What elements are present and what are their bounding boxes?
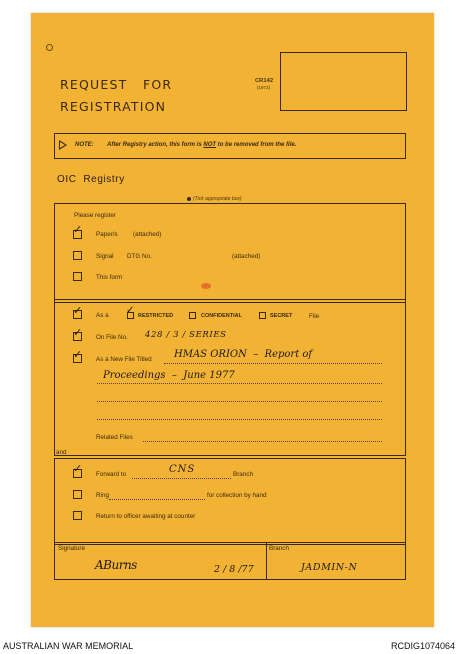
date-handwritten: 2 / 8 /77 bbox=[214, 564, 254, 575]
related-files-line bbox=[143, 441, 382, 442]
papers-label: Paper/s bbox=[96, 231, 118, 238]
forward-branch-label: Branch bbox=[233, 471, 253, 478]
forward-line bbox=[132, 478, 231, 479]
signal-attached: (attached) bbox=[232, 253, 261, 260]
form-sheet bbox=[31, 13, 434, 627]
footer-source: AUSTRALIAN WAR MEMORIAL bbox=[3, 641, 134, 651]
tick-hint: (Tick appropriate box) bbox=[193, 196, 242, 202]
and-label: and bbox=[56, 449, 67, 456]
new-file-tick: ✓ bbox=[73, 348, 83, 361]
note-label: NOTE: bbox=[75, 142, 94, 148]
oic-heading: OIC Registry bbox=[57, 174, 125, 185]
for-collection-label: for collection by hand bbox=[207, 492, 267, 499]
secret-label: SECRET bbox=[270, 313, 293, 319]
please-register-label: Please register bbox=[74, 212, 116, 219]
ring-checkbox[interactable] bbox=[73, 490, 82, 499]
this-form-label: This form bbox=[96, 274, 123, 281]
secret-checkbox[interactable] bbox=[259, 312, 266, 319]
signal-label: Signal bbox=[96, 253, 114, 260]
papers-tick: ✓ bbox=[73, 223, 83, 236]
on-file-label: On File No. bbox=[96, 334, 128, 341]
on-file-tick: ✓ bbox=[73, 326, 83, 339]
signature-label: Signature bbox=[58, 545, 85, 552]
forward-tick: ✓ bbox=[73, 462, 83, 475]
new-file-label: As a New File Titled bbox=[96, 356, 152, 363]
note-text-after: to be removed from the file. bbox=[216, 142, 297, 148]
ring-label: Ring bbox=[96, 492, 109, 499]
tick-hint-dot bbox=[187, 197, 191, 201]
file-title-handwritten-1: HMAS ORION – Report of bbox=[174, 349, 313, 360]
return-label: Return to officer awaiting at counter bbox=[96, 513, 196, 520]
signature-handwritten: ABurns bbox=[95, 558, 137, 572]
restricted-tick: ✓ bbox=[126, 305, 135, 316]
this-form-checkbox[interactable] bbox=[73, 272, 82, 281]
note-text-not: NOT bbox=[203, 142, 217, 148]
related-files-label: Related Files bbox=[96, 434, 133, 441]
forward-label: Forward to bbox=[96, 471, 127, 478]
form-title-line1: REQUEST FOR bbox=[60, 77, 173, 92]
restricted-label: RESTRICTED bbox=[138, 313, 174, 319]
forward-handwritten: CNS bbox=[169, 464, 196, 475]
papers-attached: (attached) bbox=[133, 231, 162, 238]
ring-line bbox=[109, 499, 205, 500]
signal-checkbox[interactable] bbox=[73, 251, 82, 260]
file-label: File bbox=[309, 313, 320, 320]
branch-label: Branch bbox=[269, 545, 289, 552]
punch-hole-mark bbox=[46, 44, 53, 51]
file-title-handwritten-2: Proceedings – June 1977 bbox=[103, 370, 235, 381]
confidential-label: CONFIDENTIAL bbox=[201, 313, 242, 319]
return-checkbox[interactable] bbox=[73, 511, 82, 520]
title-line-3 bbox=[97, 401, 382, 402]
form-title-line2: REGISTRATION bbox=[60, 99, 167, 114]
as-a-label: As a bbox=[96, 312, 109, 319]
note-text-before: After Registry action, this form is bbox=[107, 142, 204, 148]
footer-id: RCDIG1074064 bbox=[390, 641, 455, 651]
title-line-1 bbox=[164, 363, 382, 364]
title-line-2 bbox=[97, 383, 382, 384]
branch-handwritten: JADMIN-N bbox=[301, 562, 358, 573]
confidential-checkbox[interactable] bbox=[189, 312, 196, 319]
note-text bbox=[107, 142, 296, 148]
ink-smudge bbox=[201, 283, 211, 289]
signature-divider bbox=[266, 542, 267, 580]
form-year: (1973) bbox=[257, 85, 271, 90]
dtg-label: DTG No. bbox=[127, 253, 152, 260]
as-a-tick: ✓ bbox=[73, 304, 83, 317]
form-code: CR142 bbox=[255, 78, 274, 84]
registry-stamp-box bbox=[280, 52, 407, 111]
file-number-handwritten: 428 / 3 / SERIES bbox=[145, 330, 227, 340]
title-line-4 bbox=[97, 419, 382, 420]
arrow-icon-inner bbox=[60, 142, 65, 148]
